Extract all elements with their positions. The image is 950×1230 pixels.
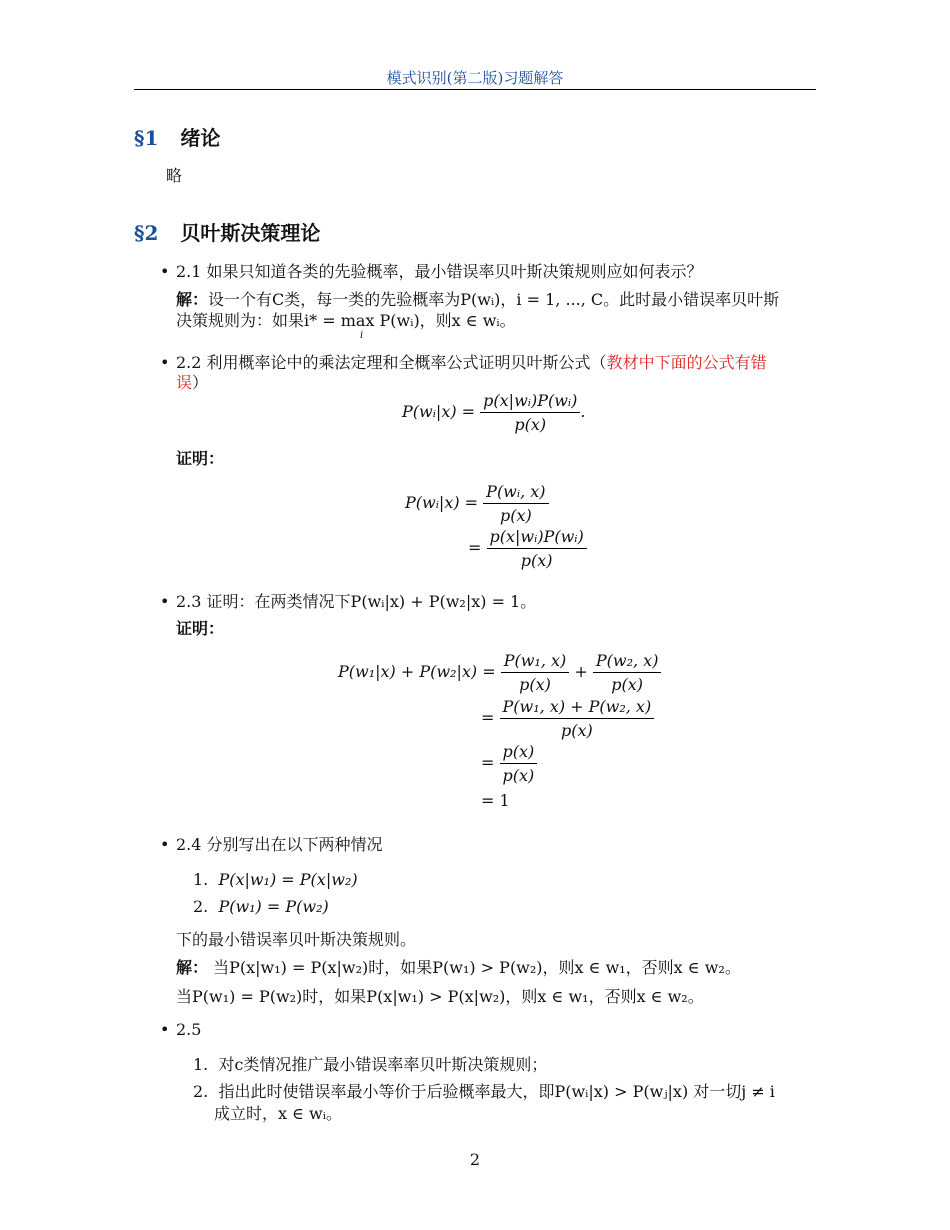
list-item-text: P(w₁) = P(w₂) [218, 897, 329, 916]
page-number: 2 [469, 1150, 481, 1169]
problem-label: 2.4 [176, 835, 202, 854]
section-title: 绪论 [180, 126, 221, 150]
list-item: 1. P(x|w₁) = P(x|w₂) [193, 870, 358, 889]
problem-2-2-question [176, 353, 816, 393]
formula-lhs: P(w₁|x) + P(w₂|x) = [338, 662, 496, 681]
problem-2-4-after: 下的最小错误率贝叶斯决策规则。 [176, 930, 417, 949]
proof-line-1 [405, 482, 549, 525]
problem-text: 利用概率论中的乘法定理和全概率公式证明贝叶斯公式（ [206, 353, 607, 372]
problem-text: 证明：在两类情况下P(wᵢ|x) + P(w₂|x) = 1。 [206, 592, 537, 611]
fraction-numerator: P(wᵢ, x) [483, 482, 548, 504]
formula-lhs: P(wᵢ|x) = [405, 493, 479, 512]
section-1-heading [134, 122, 220, 151]
fraction [501, 651, 570, 694]
fraction-numerator: P(w₁, x) [501, 651, 570, 673]
proof-line-4: = 1 [481, 791, 510, 810]
list-item: 2. P(w₁) = P(w₂) [193, 897, 329, 916]
problem-label: 2.3 [176, 592, 202, 611]
proof-line-1 [338, 651, 661, 694]
problem-text: 如果只知道各类的先验概率，最小错误率贝叶斯决策规则应如何表示？ [206, 262, 703, 281]
list-item-continuation: 成立时，x ∈ wᵢ。 [214, 1104, 342, 1123]
problem-2-1-solution-line2: 决策规则为：如果i* = max P(wᵢ)，则x ∈ wᵢ。 [176, 311, 516, 330]
erratum-note-cont: 误 [176, 373, 193, 392]
proof-line-3 [481, 742, 537, 785]
bayes-formula [402, 391, 585, 434]
bullet-dot: • [160, 592, 170, 611]
fraction-denominator: p(x) [502, 766, 535, 785]
problem-2-3-question [176, 592, 816, 612]
bullet-dot: • [160, 1020, 170, 1039]
proof-label: 证明： [176, 619, 225, 638]
formula-period: . [580, 402, 586, 421]
running-header: 模式识别(第二版)习题解答 [386, 69, 564, 87]
problem-2-1-question [176, 262, 816, 282]
fraction-denominator: p(x) [499, 506, 532, 525]
fraction-denominator: p(x) [520, 551, 553, 570]
fraction-denominator: p(x) [560, 721, 593, 740]
equals-sign: = [481, 753, 495, 772]
fraction-numerator: P(w₁, x) + P(w₂, x) [500, 697, 655, 719]
problem-text: 分别写出在以下两种情况 [206, 835, 383, 854]
problem-text-tail: ） [192, 373, 209, 392]
bullet-dot: • [160, 353, 170, 372]
section-1-body: 略 [166, 166, 183, 185]
max-subscript: i [360, 330, 364, 341]
fraction-numerator: p(x|wᵢ)P(wᵢ) [480, 391, 580, 413]
erratum-note: 教材中下面的公式有错 [606, 353, 767, 372]
fraction [487, 527, 587, 570]
equals-sign: = [468, 538, 482, 557]
list-item-text: P(x|w₁) = P(x|w₂) [218, 870, 358, 889]
proof-label: 证明： [176, 449, 225, 468]
header-rule [134, 89, 816, 90]
problem-2-4-solution-line2: 当P(w₁) = P(w₂)时，如果P(x|w₁) > P(x|w₂)，则x ∈ w₁，否则x ∈ w₂。 [176, 987, 704, 1006]
problem-label: 2.1 [176, 262, 202, 281]
list-item: 2. 指出此时使错误率最小等价于后验概率最大，即P(wᵢ|x) > P(wⱼ|x) 对一切j ≠ i [193, 1082, 775, 1101]
bullet-dot: • [160, 835, 170, 854]
problem-2-4-solution-line1 [176, 958, 816, 978]
problem-2-1-solution-line1 [176, 290, 816, 310]
section-2-heading [134, 217, 320, 246]
problem-label: 2.2 [176, 353, 202, 372]
solution-text: 设一个有C类，每一类的先验概率为P(wᵢ)，i = 1, ..., C。此时最小错误率贝叶斯 [208, 290, 780, 309]
solution-label: 解： [176, 290, 209, 309]
bullet-dot: • [160, 262, 170, 281]
solution-text: 当P(x|w₁) = P(x|w₂)时，如果P(w₁) > P(w₂)，则x ∈ w₁，否则x ∈ w₂。 [213, 958, 741, 977]
formula-lhs: P(wᵢ|x) = [402, 402, 476, 421]
section-number: §1 [134, 126, 159, 150]
fraction-numerator: P(w₂, x) [593, 651, 662, 673]
fraction-numerator: p(x|wᵢ)P(wᵢ) [487, 527, 587, 549]
fraction-denominator: p(x) [514, 415, 547, 434]
problem-2-4-question [176, 835, 816, 855]
fraction [593, 651, 662, 694]
fraction-numerator: p(x) [500, 742, 538, 764]
equals-sign: = [481, 708, 495, 727]
fraction [480, 391, 580, 434]
fraction [483, 482, 548, 525]
proof-line-2 [468, 527, 587, 570]
proof-line-2 [481, 697, 654, 740]
list-item: 1. 对c类情况推广最小错误率率贝叶斯决策规则； [193, 1055, 548, 1074]
fraction [500, 697, 655, 740]
plus-sign: + [574, 662, 588, 681]
section-number: §2 [134, 221, 159, 245]
list-item-text: 指出此时使错误率最小等价于后验概率最大，即P(wᵢ|x) > P(wⱼ|x) 对一切j ≠ i [218, 1082, 775, 1101]
fraction-denominator: p(x) [611, 675, 644, 694]
fraction-denominator: p(x) [519, 675, 551, 694]
fraction [500, 742, 538, 785]
problem-2-5-label: 2.5 [176, 1020, 202, 1039]
list-item-text: 对c类情况推广最小错误率率贝叶斯决策规则； [218, 1055, 548, 1074]
section-title: 贝叶斯决策理论 [180, 221, 321, 245]
solution-label: 解： [176, 958, 209, 977]
